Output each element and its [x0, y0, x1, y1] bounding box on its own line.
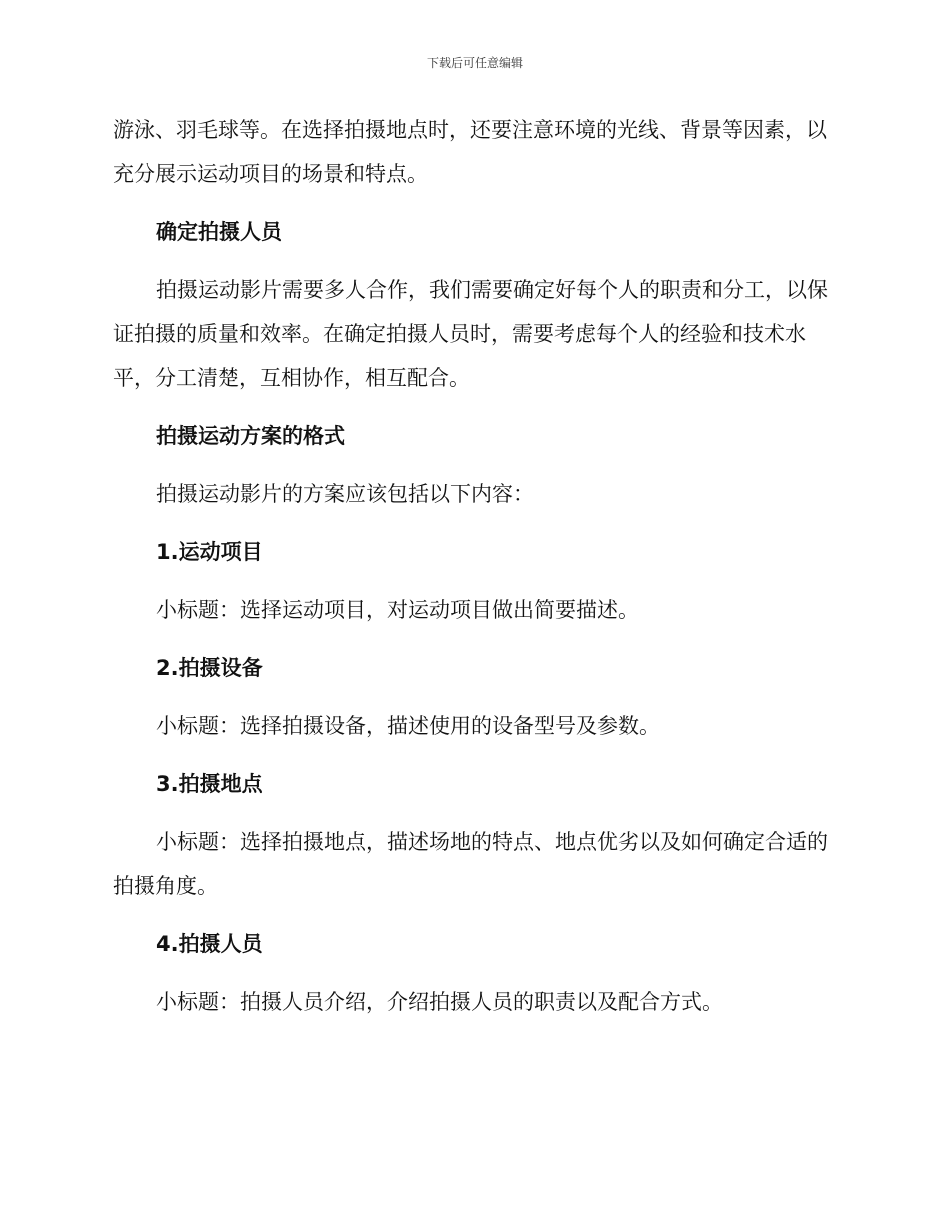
paragraph-item-1: 小标题：选择运动项目，对运动项目做出简要描述。: [156, 598, 639, 622]
page-header: 下载后可任意编辑: [426, 56, 523, 70]
paragraph-plan-intro: 拍摄运动影片的方案应该包括以下内容：: [156, 482, 534, 506]
heading-item-4: 4.拍摄人员: [156, 932, 263, 956]
heading-item-1: 1.运动项目: [156, 540, 263, 564]
paragraph-item-3: 小标题：选择拍摄地点，描述场地的特点、地点优劣以及如何确定合适的拍摄角度。: [113, 830, 828, 898]
paragraph-venue-continuation: 游泳、羽毛球等。在选择拍摄地点时，还要注意环境的光线、背景等因素，以充分展示运动项目的场景和特点。: [113, 118, 827, 186]
heading-item-3: 3.拍摄地点: [156, 772, 263, 796]
paragraph-staff: 拍摄运动影片需要多人合作，我们需要确定好每个人的职责和分工，以保证拍摄的质量和效率。在确定拍摄人员时，需要考虑每个人的经验和技术水平，分工清楚，互相协作，相互配合。: [113, 278, 828, 390]
paragraph-item-2: 小标题：选择拍摄设备，描述使用的设备型号及参数。: [156, 714, 660, 738]
document-body: [113, 108, 835, 1024]
heading-staff: 确定拍摄人员: [156, 220, 282, 244]
heading-plan-format: 拍摄运动方案的格式: [156, 424, 345, 448]
paragraph-item-4: 小标题：拍摄人员介绍，介绍拍摄人员的职责以及配合方式。: [156, 990, 723, 1014]
heading-item-2: 2.拍摄设备: [156, 656, 263, 680]
